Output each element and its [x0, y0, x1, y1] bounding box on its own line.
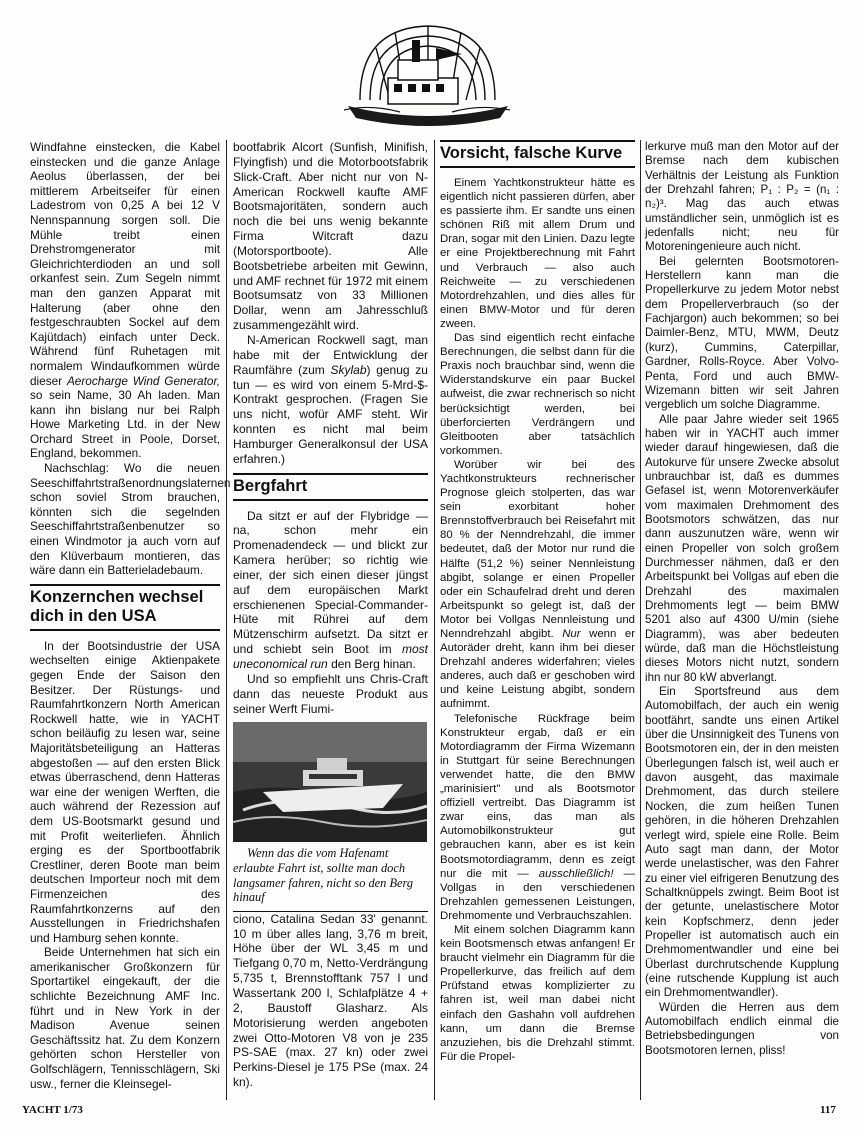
- paragraph: Beide Unternehmen hat sich ein amerikanischer Großkonzern für Sportartikel eingekauft, der die schlichte Bezeichnung AMF Inc. führt und in New York in der Madison Avenue seinen Geschäftssitz hat. Zu dem Konzern gehörten schon Hersteller von Golfschlägern, Tennisschlägern, Ski usw., ferner die Kleinsegel-: [30, 945, 220, 1091]
- paragraph: N-American Rockwell sagt, man habe mit der Entwicklung der Raumfähre (zum Skylab) genug zu tun — es wird von einem 5-Mrd-$-Kontrakt gesprochen. (Fragen Sie uns nicht, wofür AMF steht. Wir konnten es nicht mal beim Hamburger Generalkonsul der USA erfahren.): [233, 332, 428, 466]
- paragraph: Nachschlag: Wo die neuen Seeschiffahrtstraßenordnungslaternen schon soviel Strom brauchen, könnten sich die segelnden Seeschiffahrtstraßenbenutzer so einen Windmotor ja auch vorn auf den Klüverbaum montieren, das wäre dann ein Batterieladebaum.: [30, 461, 231, 578]
- section-heading: Konzernchen wechsel dich in den USA: [30, 584, 220, 631]
- article-column-1: [30, 140, 231, 1091]
- paragraph: Einem Yachtkonstrukteur hätte es eigentlich nicht passieren dürfen, aber es passierte ihm. Er sandte uns einen schönen Riß mit allem Drum und Dran, sogar mit den Linien. Dazu legte er eine Projektberechnung mit Fahrt und Verbrauch — also auch Reichweite — zu verschiedenen Motordrehzahlen, und dies alles für einen BMW-Motor und für deren zween.: [440, 177, 635, 330]
- paragraph: Das sind eigentlich recht einfache Berechnungen, die selbst dann für die Praxis noch brauchbar sind, wenn die Widerstandskurve ein paar Buckel aufweist, die zwar rechnerisch so nicht berücksichtigt werden, bei überforcierten Verdrängern und Gleitbooten aber tatsächlich vorkommen.: [440, 332, 635, 457]
- paragraph: Würden die Herren aus dem Automobilfach endlich einmal die Betriebsbedingungen von Bootsmotoren lernen, pliss!: [645, 1000, 839, 1057]
- page-number: 117: [820, 1104, 836, 1116]
- paragraph: Da sitzt er auf der Flybridge — na, schon mehr ein Promenadendeck — und blickt zur Kamera herüber; so richtig wie einer, der sich einen dieser jüngst auf dem europäischen Markt erschienenen Special-Commander-Hüte mit Rührei auf dem Mützenschirm aufsetzt. Da sitzt er und schiebt sein Boot im most uneconomical run den Berg hinan.: [233, 508, 428, 671]
- section-heading: Bergfahrt: [233, 473, 428, 501]
- article-column-3: [440, 140, 635, 1064]
- paragraph: Bei gelernten Bootsmotoren-Herstellern kann man die Propellerkurve zu jedem Motor nebst dem Propellerverbrauch (so der Fachjargon) auch bekommen; so bei Daimler-Benz, MTU, MWM, Deutz (kurz), Cummins, Caterpillar, Gardner, Rolls-Royce. Aber Volvo-Penta, Ford und auch BMW-Wizemann bitten wir seit Jahren vergeblich um solche Diagramme.: [645, 254, 839, 412]
- paragraph: Ein Sportsfreund aus dem Automobilfach, der auch ein wenig bootfährt, sandte uns einen Artikel über die Unsinnigkeit des Tunens von Bootsmotoren ein, der in den meisten Überlegungen falsch ist, weil auch er davon ausgeht, das maximale Drehmoment, das durch steilere Nocken, die zum heißen Tunen gehören, in die höheren Drehzahlen verlegt wird, spiele eine Rolle. Beim Auto sagt man dann, der Motor werde unelastischer, was den Fahrer zu einer viel eifrigeren Benutzung des Schaltknüppels zwingt. Beim Boot ist der getunte, unelastischere Motor kein Kopfschmerz, denn jeder Propeller ist automatisch auch ein Drehmomentwandler und eine bei Überlast durchrutschende Kupplung (eine rutschende Kupplung ist auch ein Drehmomentwandler).: [645, 685, 839, 1000]
- article-column-4: [645, 140, 839, 1058]
- section-heading: Vorsicht, falsche Kurve: [440, 140, 635, 168]
- column-rule: [434, 140, 435, 1100]
- paragraph: ciono, Catalina Sedan 33' genannt. 10 m über alles lang, 3,76 m breit, Höhe über der WL 3,45 m und Tiefgang 0,70 m, Netto-Verdrängung 5,735 t, Brennstofftank 757 l und Wassertank 200 l, Schlafplätze 4 + 2, Baustoff Glasharz. Als Motorisierung werden angeboten zwei Otto-Motoren V8 von je 235 PS-SAE (max. 27 kn) oder zwei Perkins-Diesel je 175 PSe (max. 24 kn).: [233, 911, 428, 1090]
- article-column-2: [233, 140, 428, 1090]
- magazine-issue: YACHT 1/73: [22, 1104, 83, 1116]
- photo-caption: Wenn das die vom Hafenamt erlaubte Fahrt ist, sollte man doch langsamer fahren, nicht so den Berg hinauf: [233, 846, 428, 911]
- paragraph: bootfabrik Alcort (Sunfish, Minifish, Flyingfish) und die Motorbootsfabrik Slick-Craft. Aber nicht nur von N-American Rockwell kaufte AMF Bootsmajoritäten, sondern auch noch die bei uns wenig bekannte Firma Witcraft dazu (Motorsportboote). Alle Bootsbetriebe arbeiten mit Gewinn, und AMF rechnet für 1972 mit einem Bootsumsatz von 33 Millionen Dollar, wenn am Jahresschluß zusammengezählt wird.: [233, 140, 428, 333]
- paragraph: Mit einem solchen Diagramm kann kein Bootsmensch etwas anfangen! Er braucht vielmehr ein Diagramm für die Propellerkurve, das freilich auf dem Prüfstand etwas komplizierter zu fahren ist, weil man dabei nicht einfach den Gashahn voll aufdrehen kann, um dann die Bremse anzuziehen, bis die Drehzahl stimmt. Für die Propel-: [440, 923, 635, 1063]
- paragraph: In der Bootsindustrie der USA wechselten einige Aktienpakete gegen Ende der Saison den Besitzer. Der Rüstungs- und Raumfahrtkonzern North American Rockwell hatte, wie in YACHT schon beiläufig zu lesen war, seine Majoritätsbeteiligung an Hatteras abgestoßen — auf den ersten Blick etwas überraschend, denn Hatteras war eine der wenigen Werften, die auch während der Rezession auf dem US-Bootsmarkt gesund und mit Profit weiterliefen. Ähnlich erging es der Sportbootfabrik Crestliner, deren Boote man beim deutschen Importeur noch mit dem Firmenzeichen des Raumfahrtkonzerns auf den Ausstellungen in Friedrichshafen und Hamburg sehen konnte.: [30, 638, 220, 945]
- column-rule: [640, 140, 641, 1100]
- column-rule: [226, 140, 227, 1100]
- ship-emblem-icon: [340, 8, 515, 133]
- paragraph: Alle paar Jahre wieder seit 1965 haben wir in YACHT auch immer wieder darauf hingewiesen, daß die Autokurve für unsere Zwecke absolut unbrauchbar ist, daß es dummes Gefasel ist, wenn Motorenverkäufer vom maximalen Drehmoment des Bootsmotors schwätzen, das nur dann auszunutzen wäre, wenn wir einen Propeller von solch großem Durchmesser nähmen, daß er den Arbeitspunkt bei Vollgas auf eben die Drehzahl des maximalen Drehmoments legt — beim BMW 5201 also auf 4300 U/min (siehe Diagramm), was aber bedeuten würde, daß man die Höchstleistung dieses Motors nicht nutzt, sondern ihn nur 80 kW abverlangt.: [645, 412, 839, 684]
- paragraph: Windfahne einstecken, die Kabel einstecken und die ganze Anlage Aeolus überlassen, der bei mittlerem Arbeitseifer für einen Ladestrom von 0,25 A bei 12 V Nennspannung sorgen soll. Die Mühle treibt einen Drehstromgenerator mit Gleichrichterdioden an und soll orkanfest sein. Zum Segeln nimmt man den ganzen Apparat mit Halterung (aber ohne den festgeschraubten Sockel auf dem Kajütdach) einfach unter Deck. Während fünf Ruhetagen mit normalem Windaufkommen würde dieser Aerocharge Wind Generator, so sein Name, 30 Ah laden. Man kann ihn bislang nur bei Ralph Howe Marketing Ltd. in der New Orchard Street in Poole, Dorset, England, bekommen.: [30, 140, 221, 461]
- paragraph: Telefonische Rückfrage beim Konstrukteur ergab, daß er ein Motordiagramm der Firma Wizemann in Stuttgart für seine Berechnungen verwendet hatte, die den BMW „marinisiert" und als Bootsmotor offiziell vertreibt. Das Diagramm ist zwar eins, das man als Automobilkonstrukteur gut gebrauchen kann, aber es ist kein Bootsmotordiagramm, denn es zeigt nur die mit — ausschließlich! — Vollgas in den verschiedenen Drehzahlen gemessenen Leistungen, Drehmomente und Verbrauchszahlen.: [440, 712, 636, 922]
- motor-yacht-photo-icon: [233, 722, 427, 842]
- paragraph: lerkurve muß man den Motor auf der Bremse nach dem kubischen Verhältnis der Leistung als Funktion der Drehzahl fahren; P₁ : P₂ = (n₁ : n₂)³. Mag das auch etwas umständlicher sein, unmöglich ist es jedenfalls nicht; neu für Motoreningenieure auch nicht.: [645, 140, 839, 254]
- paragraph: Worüber wir bei des Yachtkonstrukteurs rechnerischer Prognose gleich stolperten, das war sein exorbitant hoher Brennstoffverbrauch bei Reisefahrt mit 80 % der Nenndrehzahl, die immer bedeutet, daß der Motor nur rund die Hälfte (51,2 %) seiner Nennleistung abgibt, solange er einen Propeller oder ein Schaufelrad dreht und deren Arbeitspunkt so gelegt ist, daß der Motor bei Vollgas Nennleistung und Nenndrehzahl abgibt. Nur wenn er Autoräder dreht, kann ihm bei dieser Drehzahl anderes widerfahren; vieles anderes, auch daß er geschoben wird und keine Leistung abgibt, sondern aufnimmt.: [440, 458, 636, 711]
- paragraph: Und so empfiehlt uns Chris-Craft dann das neueste Produkt aus seiner Werft Fiumi-: [233, 671, 428, 716]
